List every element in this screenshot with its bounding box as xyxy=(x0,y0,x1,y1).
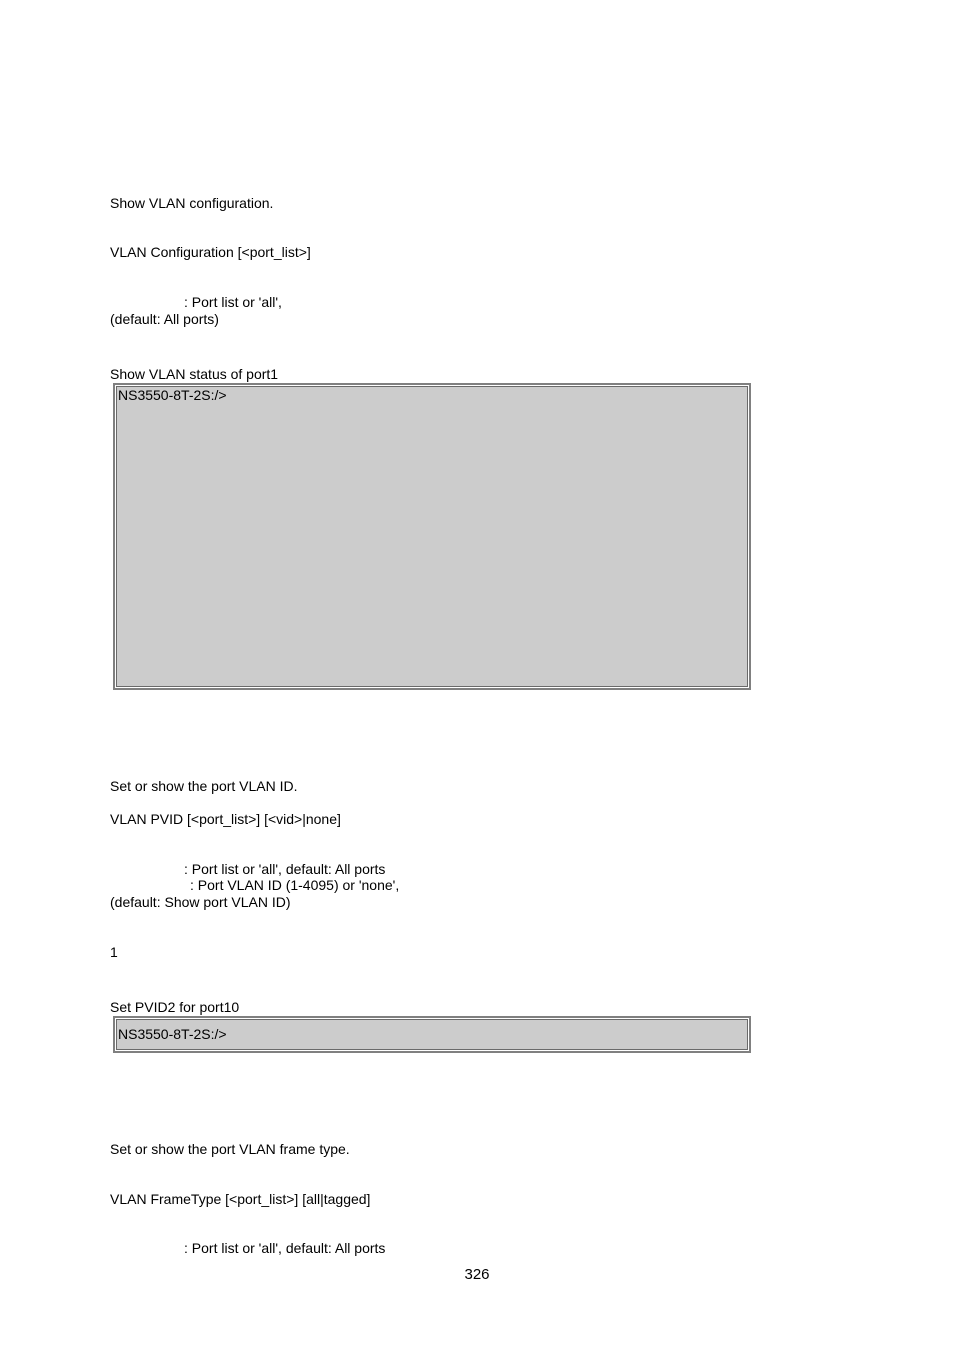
vlan-frametype-param-port-list: : Port list or 'all', default: All ports xyxy=(184,1240,386,1256)
vlan-frametype-syntax: VLAN FrameType [<port_list>] [all|tagged] xyxy=(110,1191,371,1207)
console-prompt: NS3550-8T-2S:/> xyxy=(118,1026,227,1042)
vlan-configuration-param-port-list: : Port list or 'all', xyxy=(184,294,282,310)
console-window-vlan-pvid xyxy=(113,1016,751,1053)
vlan-pvid-example-label: Set PVID2 for port10 xyxy=(110,999,240,1015)
vlan-pvid-param-vid: : Port VLAN ID (1-4095) or 'none', xyxy=(190,877,400,893)
vlan-configuration-description: Show VLAN configuration. xyxy=(110,195,274,211)
console-prompt: NS3550-8T-2S:/> xyxy=(118,387,227,403)
vlan-frametype-description: Set or show the port VLAN frame type. xyxy=(110,1141,350,1157)
vlan-configuration-example-label: Show VLAN status of port1 xyxy=(110,366,279,382)
vlan-configuration-syntax: VLAN Configuration [<port_list>] xyxy=(110,244,311,260)
console-window-vlan-configuration xyxy=(113,383,751,690)
vlan-pvid-param-default: (default: Show port VLAN ID) xyxy=(110,894,291,910)
vlan-pvid-description: Set or show the port VLAN ID. xyxy=(110,778,298,794)
vlan-configuration-param-default: (default: All ports) xyxy=(110,311,219,327)
vlan-pvid-param-port-list: : Port list or 'all', default: All ports xyxy=(184,861,386,877)
vlan-pvid-syntax: VLAN PVID [<port_list>] [<vid>|none] xyxy=(110,811,341,827)
vlan-pvid-default-value: 1 xyxy=(110,944,118,960)
page-number: 326 xyxy=(464,1266,490,1283)
